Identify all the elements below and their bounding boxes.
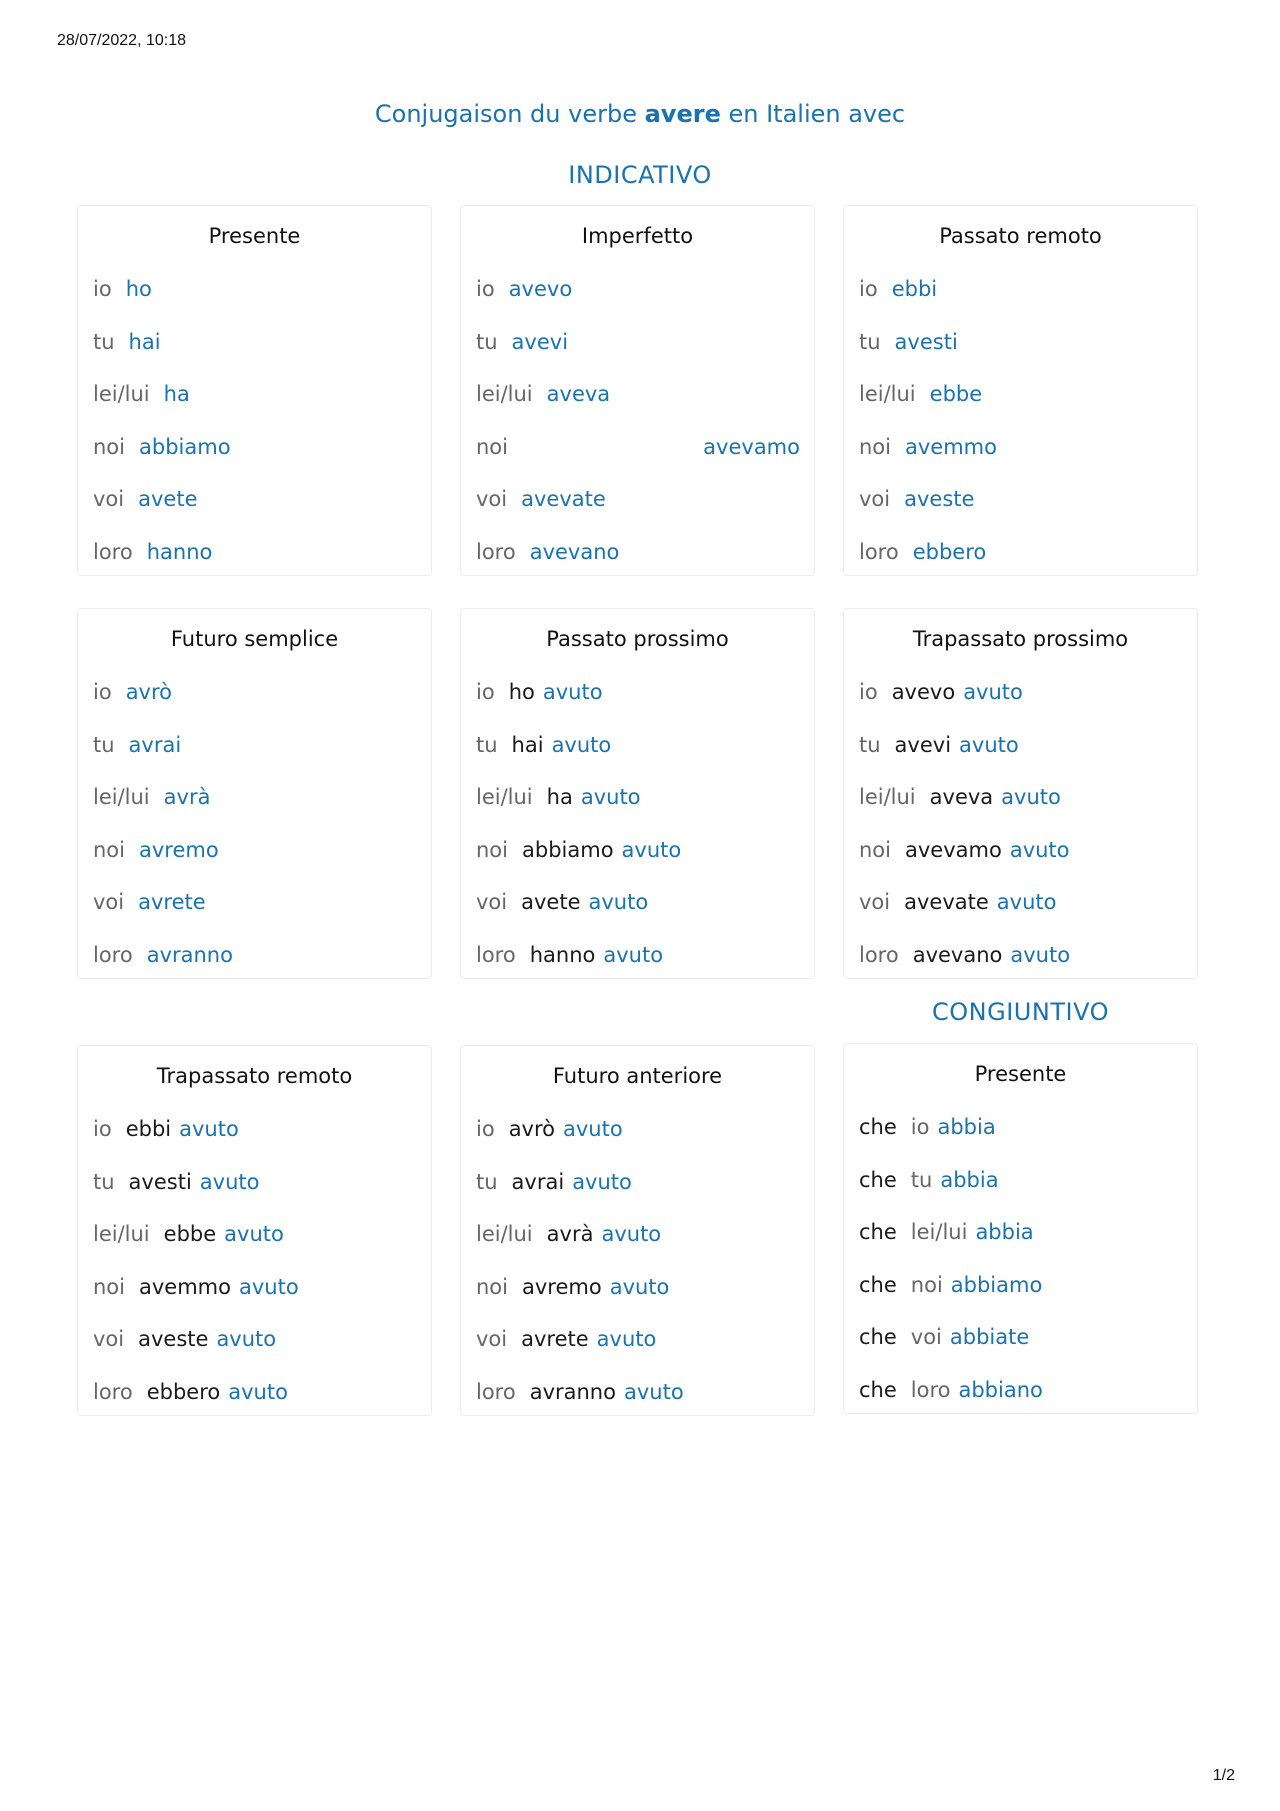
pronoun: loro	[859, 539, 899, 564]
verb-form: abbiamo	[139, 434, 231, 459]
pronoun: io	[93, 277, 112, 301]
auxiliary: ebbero	[146, 1379, 221, 1404]
pronoun: loro	[93, 942, 133, 967]
conjugation-row	[461, 1366, 814, 1419]
auxiliary: ebbi	[125, 1117, 172, 1141]
conjugation-row	[844, 473, 1197, 526]
auxiliary: avrà	[546, 1222, 594, 1246]
pronoun: tu	[93, 329, 115, 354]
card-futuro-semplice	[77, 608, 432, 979]
pronoun: io	[476, 680, 495, 704]
tense-title: Passato prossimo	[546, 627, 729, 651]
auxiliary: avesti	[128, 1169, 192, 1194]
auxiliary: hanno	[529, 942, 596, 967]
verb-form: avevamo	[703, 434, 800, 459]
auxiliary: avrò	[508, 1117, 556, 1141]
verb-form: avevate	[521, 487, 606, 511]
conjugation-row	[461, 316, 814, 369]
che-word: che	[859, 1325, 897, 1349]
conjugation-row	[844, 771, 1197, 824]
pronoun: voi	[476, 890, 508, 914]
conjugation-row	[78, 876, 431, 929]
verb-form: abbiano	[958, 1377, 1043, 1402]
pronoun: noi	[859, 837, 891, 862]
pronoun: voi	[476, 487, 508, 511]
verb-form: avuto	[228, 1379, 288, 1404]
verb-form: avuto	[623, 1379, 684, 1404]
conjugation-row	[461, 526, 814, 579]
conjugation-row	[461, 876, 814, 929]
verb-form: avuto	[609, 1274, 670, 1299]
conjugation-row	[78, 1261, 431, 1314]
verb-form: avuto	[580, 785, 641, 809]
auxiliary: avevi	[894, 732, 952, 757]
conjugation-row	[461, 929, 814, 982]
verb-form: avesti	[894, 329, 958, 354]
conjugation-row	[78, 526, 431, 579]
indicativo-heading: INDICATIVO	[568, 161, 712, 189]
verb-form: avuto	[603, 942, 664, 967]
tense-title: Trapassato remoto	[156, 1064, 353, 1088]
pronoun: lei/lui	[476, 382, 533, 406]
conjugation-row	[461, 1261, 814, 1314]
pronoun: lei/lui	[93, 1222, 150, 1246]
conjugation-row	[78, 1366, 431, 1419]
pronoun: voi	[93, 487, 125, 511]
conjugation-row	[461, 1313, 814, 1366]
conjugation-row	[844, 1154, 1197, 1207]
verb-form: avuto	[1001, 785, 1061, 809]
conjugation-row	[844, 666, 1197, 719]
pronoun: io	[93, 680, 112, 704]
pronoun: loro	[93, 539, 133, 564]
conjugation-row	[844, 1311, 1197, 1364]
conjugation-row	[461, 1156, 814, 1209]
conjugation-row	[844, 368, 1197, 421]
pronoun: voi	[93, 890, 125, 914]
conjugation-row	[844, 1206, 1197, 1259]
verb-form: ha	[163, 382, 190, 406]
pronoun: noi	[476, 434, 508, 459]
pronoun: io	[476, 1117, 495, 1141]
verb-form: aveva	[546, 382, 611, 406]
conjugation-row	[844, 929, 1197, 982]
conjugation-row	[461, 473, 814, 526]
pronoun: loro	[910, 1377, 951, 1402]
pronoun: tu	[93, 1169, 115, 1194]
pronoun: lei/lui	[910, 1220, 968, 1244]
auxiliary: avemmo	[139, 1274, 231, 1299]
verb-form: ho	[125, 277, 152, 301]
pronoun: lei/lui	[476, 785, 533, 809]
page-number: 1/2	[1212, 1767, 1235, 1784]
pronoun: noi	[859, 434, 891, 459]
verb-form: avuto	[199, 1169, 260, 1194]
pronoun: io	[910, 1115, 930, 1139]
pronoun: noi	[93, 1274, 125, 1299]
verb-form: avemmo	[905, 434, 997, 459]
pronoun: tu	[476, 329, 498, 354]
conjugation-row	[78, 1156, 431, 1209]
che-word: che	[859, 1377, 897, 1402]
verb-form: ebbero	[912, 539, 987, 564]
conjugation-row	[78, 1208, 431, 1261]
verb-form: avuto	[542, 680, 603, 704]
verb-form: avuto	[179, 1117, 239, 1141]
conjugation-row	[78, 1103, 431, 1156]
pronoun: loro	[476, 1379, 516, 1404]
verb-form: abbia	[940, 1167, 999, 1192]
auxiliary: hai	[511, 732, 544, 757]
verb-form: avuto	[601, 1222, 662, 1246]
auxiliary: avremo	[522, 1274, 602, 1299]
pronoun: io	[859, 680, 878, 704]
card-imperfetto	[460, 205, 815, 576]
card-trapassato-remoto	[77, 1045, 432, 1416]
auxiliary: avrai	[511, 1169, 565, 1194]
tense-title: Presente	[974, 1062, 1067, 1086]
conjugation-row	[78, 929, 431, 982]
verb-form: abbia	[937, 1115, 996, 1139]
che-word: che	[859, 1167, 897, 1192]
card-indicativo-presente	[77, 205, 432, 576]
tense-title: Imperfetto	[581, 224, 694, 248]
conjugation-row	[78, 719, 431, 772]
conjugation-row	[461, 368, 814, 421]
verb-form: avuto	[224, 1222, 284, 1246]
pronoun: loro	[93, 1379, 133, 1404]
auxiliary: avevate	[904, 890, 989, 914]
verb-form: avrai	[128, 732, 182, 757]
pronoun: noi	[910, 1272, 943, 1297]
verb-form: ebbi	[891, 277, 938, 301]
title-verb: avere	[644, 100, 721, 129]
verb-form: avremo	[139, 837, 219, 862]
conjugation-row	[78, 666, 431, 719]
conjugation-row	[461, 421, 814, 474]
verb-form: aveste	[904, 487, 975, 511]
card-passato-remoto	[843, 205, 1198, 576]
verb-form: avuto	[963, 680, 1023, 704]
conjugation-row	[461, 1208, 814, 1261]
pronoun: noi	[476, 1274, 508, 1299]
conjugation-row	[461, 719, 814, 772]
pronoun: voi	[476, 1327, 508, 1351]
card-trapassato-prossimo	[843, 608, 1198, 979]
verb-form: ebbe	[929, 382, 983, 406]
pronoun: io	[93, 1117, 112, 1141]
che-word: che	[859, 1272, 897, 1297]
auxiliary: avevo	[891, 680, 956, 704]
tense-title: Presente	[208, 224, 301, 248]
conjugation-row	[844, 876, 1197, 929]
congiuntivo-heading: CONGIUNTIVO	[932, 998, 1109, 1026]
verb-form: hai	[128, 329, 161, 354]
pronoun: loro	[476, 539, 516, 564]
conjugation-row	[461, 263, 814, 316]
print-date: 28/07/2022, 10:18	[57, 32, 187, 49]
pronoun: lei/lui	[859, 382, 916, 406]
verb-form: abbiate	[949, 1325, 1030, 1349]
conjugation-row	[461, 666, 814, 719]
pronoun: lei/lui	[93, 785, 150, 809]
pronoun: voi	[910, 1325, 942, 1349]
conjugation-row	[844, 1364, 1197, 1417]
auxiliary: avranno	[529, 1379, 616, 1404]
verb-form: avevi	[511, 329, 569, 354]
tense-title: Trapassato prossimo	[912, 627, 1129, 651]
che-word: che	[859, 1115, 897, 1139]
conjugation-row	[78, 771, 431, 824]
pronoun: voi	[859, 890, 891, 914]
verb-form: avrà	[163, 785, 211, 809]
conjugation-row	[844, 526, 1197, 579]
conjugation-row	[844, 316, 1197, 369]
auxiliary: aveva	[929, 785, 994, 809]
verb-form: avuto	[238, 1274, 299, 1299]
tense-title: Futuro semplice	[170, 627, 339, 651]
conjugation-row	[844, 263, 1197, 316]
pronoun: lei/lui	[93, 382, 150, 406]
conjugation-row	[78, 368, 431, 421]
verb-form: abbiamo	[950, 1272, 1043, 1297]
verb-form: avuto	[621, 837, 682, 862]
pronoun: tu	[476, 1169, 498, 1194]
verb-form: hanno	[146, 539, 213, 564]
pronoun: voi	[859, 487, 891, 511]
pronoun: noi	[93, 434, 125, 459]
verb-form: avuto	[572, 1169, 632, 1194]
conjugation-row	[844, 421, 1197, 474]
card-passato-prossimo	[460, 608, 815, 979]
pronoun: noi	[93, 837, 125, 862]
auxiliary: ho	[508, 680, 535, 704]
auxiliary: ha	[546, 785, 573, 809]
pronoun: io	[476, 277, 495, 301]
pronoun: lei/lui	[859, 785, 916, 809]
conjugation-row	[78, 1313, 431, 1366]
pronoun: tu	[93, 732, 115, 757]
conjugation-row	[461, 771, 814, 824]
verb-form: avrò	[125, 680, 173, 704]
che-word: che	[859, 1220, 897, 1244]
pronoun: tu	[859, 732, 881, 757]
pronoun: io	[859, 277, 878, 301]
verb-form: avuto	[596, 1327, 657, 1351]
pronoun: tu	[910, 1167, 933, 1192]
page-title: Conjugaison du verbe avere en Italien avec	[374, 100, 906, 129]
auxiliary: ebbe	[163, 1222, 217, 1246]
pronoun: tu	[476, 732, 498, 757]
conjugation-row	[461, 1103, 814, 1156]
pronoun: loro	[859, 942, 899, 967]
conjugation-row	[844, 1101, 1197, 1154]
verb-form: avuto	[563, 1117, 623, 1141]
conjugation-row	[844, 719, 1197, 772]
pronoun: loro	[476, 942, 516, 967]
pronoun: voi	[93, 1327, 125, 1351]
conjugation-row	[78, 421, 431, 474]
verb-form: avranno	[146, 942, 233, 967]
conjugation-row	[78, 316, 431, 369]
verb-form: avevo	[508, 277, 573, 301]
pronoun: noi	[476, 837, 508, 862]
conjugation-row	[78, 473, 431, 526]
card-congiuntivo-presente	[843, 1043, 1198, 1414]
verb-form: abbia	[975, 1220, 1034, 1244]
pronoun: lei/lui	[476, 1222, 533, 1246]
verb-form: avuto	[1010, 942, 1071, 967]
card-futuro-anteriore	[460, 1045, 815, 1416]
auxiliary: avrete	[521, 1327, 589, 1351]
conjugation-row	[844, 824, 1197, 877]
verb-form: avuto	[216, 1327, 277, 1351]
auxiliary: avevamo	[905, 837, 1002, 862]
tense-title: Passato remoto	[939, 224, 1102, 248]
auxiliary: avete	[521, 890, 581, 914]
verb-form: avuto	[551, 732, 612, 757]
verb-form: avrete	[138, 890, 206, 914]
auxiliary: aveste	[138, 1327, 209, 1351]
conjugation-row	[844, 1259, 1197, 1312]
verb-form: avuto	[959, 732, 1019, 757]
verb-form: avete	[138, 487, 198, 511]
verb-form: avuto	[1009, 837, 1070, 862]
conjugation-row	[78, 263, 431, 316]
verb-form: avuto	[588, 890, 649, 914]
pronoun: tu	[859, 329, 881, 354]
verb-form: avuto	[996, 890, 1057, 914]
verb-form: avevano	[529, 539, 620, 564]
auxiliary: abbiamo	[522, 837, 614, 862]
auxiliary: avevano	[912, 942, 1003, 967]
tense-title: Futuro anteriore	[552, 1064, 723, 1088]
conjugation-row	[78, 824, 431, 877]
conjugation-row	[461, 824, 814, 877]
